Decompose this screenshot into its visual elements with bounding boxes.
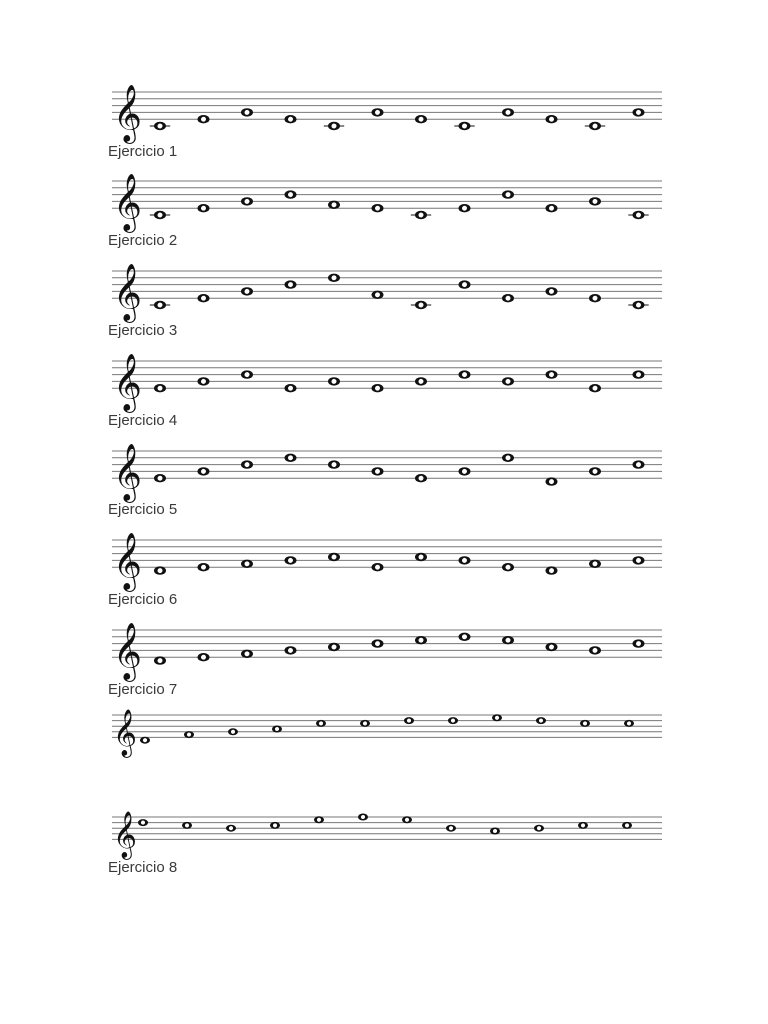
whole-note <box>633 556 645 564</box>
exercise-label: Ejercicio 2 <box>108 232 178 249</box>
whole-note <box>241 560 253 568</box>
whole-note <box>285 454 297 462</box>
whole-note <box>372 291 384 299</box>
whole-note <box>546 115 558 123</box>
whole-note <box>589 646 601 654</box>
whole-note <box>622 822 632 829</box>
whole-note <box>285 190 297 198</box>
whole-note <box>372 204 384 212</box>
whole-note <box>272 726 282 733</box>
whole-note <box>415 553 427 561</box>
whole-note <box>589 384 601 392</box>
whole-note <box>502 563 514 571</box>
whole-note <box>628 301 648 309</box>
whole-note <box>589 294 601 302</box>
whole-note <box>241 650 253 658</box>
whole-note <box>546 477 558 485</box>
whole-note <box>446 825 456 832</box>
exercise-label: Ejercicio 7 <box>108 681 178 698</box>
treble-clef-icon: 𝄞 <box>113 811 137 859</box>
whole-note <box>150 122 170 130</box>
whole-note <box>150 301 170 309</box>
treble-clef-icon: 𝄞 <box>113 84 142 142</box>
whole-note <box>154 566 166 574</box>
whole-note <box>285 115 297 123</box>
whole-note <box>241 370 253 378</box>
whole-note <box>411 301 431 309</box>
whole-note <box>459 204 471 212</box>
whole-note <box>372 467 384 475</box>
whole-note <box>534 825 544 832</box>
whole-note <box>546 566 558 574</box>
whole-note <box>328 643 340 651</box>
whole-note <box>154 656 166 664</box>
whole-note <box>578 822 588 829</box>
whole-note <box>241 108 253 116</box>
whole-note <box>324 122 344 130</box>
whole-note <box>198 653 210 661</box>
staff-system-8 <box>112 709 662 758</box>
whole-note <box>241 287 253 295</box>
whole-note <box>589 560 601 568</box>
whole-note <box>372 639 384 647</box>
whole-note <box>415 115 427 123</box>
whole-note <box>454 122 474 130</box>
whole-note <box>198 115 210 123</box>
whole-note <box>140 737 150 744</box>
whole-note <box>459 633 471 641</box>
whole-note <box>633 639 645 647</box>
whole-note <box>154 384 166 392</box>
whole-note <box>459 556 471 564</box>
staff-system-1 <box>112 85 662 144</box>
exercise-label: Ejercicio 8 <box>108 859 178 876</box>
whole-note <box>546 287 558 295</box>
whole-note <box>150 211 170 219</box>
whole-note <box>328 377 340 385</box>
treble-clef-icon: 𝄞 <box>113 353 142 411</box>
whole-note <box>633 370 645 378</box>
treble-clef-icon: 𝄞 <box>113 532 142 590</box>
whole-note <box>580 720 590 727</box>
whole-note <box>316 720 326 727</box>
treble-clef-icon: 𝄞 <box>113 443 142 501</box>
staff-system-9 <box>112 811 662 860</box>
whole-note <box>198 563 210 571</box>
whole-note <box>589 197 601 205</box>
staff-system-5 <box>112 444 662 503</box>
whole-note <box>536 717 546 724</box>
whole-note <box>184 731 194 738</box>
staff-system-3 <box>112 264 662 323</box>
whole-note <box>404 717 414 724</box>
whole-note <box>198 377 210 385</box>
whole-note <box>402 816 412 823</box>
whole-note <box>448 717 458 724</box>
whole-note <box>226 825 236 832</box>
whole-note <box>182 822 192 829</box>
whole-note <box>502 454 514 462</box>
whole-note <box>546 370 558 378</box>
whole-note <box>372 108 384 116</box>
whole-note <box>154 474 166 482</box>
whole-note <box>502 377 514 385</box>
whole-note <box>360 720 370 727</box>
whole-note <box>285 280 297 288</box>
whole-note <box>270 822 280 829</box>
whole-note <box>241 197 253 205</box>
whole-note <box>314 816 324 823</box>
whole-note <box>585 122 605 130</box>
whole-note <box>198 467 210 475</box>
whole-note <box>358 814 368 821</box>
whole-note <box>228 728 238 735</box>
whole-note <box>633 460 645 468</box>
whole-note <box>502 190 514 198</box>
whole-note <box>459 370 471 378</box>
exercise-label: Ejercicio 3 <box>108 322 178 339</box>
exercise-label: Ejercicio 5 <box>108 501 178 518</box>
whole-note <box>546 204 558 212</box>
whole-note <box>372 384 384 392</box>
whole-note <box>415 474 427 482</box>
whole-note <box>502 294 514 302</box>
whole-note <box>633 108 645 116</box>
whole-note <box>546 643 558 651</box>
whole-note <box>285 556 297 564</box>
whole-note <box>589 467 601 475</box>
staff-system-6 <box>112 533 662 592</box>
whole-note <box>490 828 500 835</box>
exercise-label: Ejercicio 6 <box>108 591 178 608</box>
whole-note <box>198 294 210 302</box>
whole-note <box>328 201 340 209</box>
whole-note <box>372 563 384 571</box>
staff-system-2 <box>112 174 662 233</box>
whole-note <box>241 460 253 468</box>
treble-clef-icon: 𝄞 <box>113 709 137 757</box>
staff-system-4 <box>112 354 662 413</box>
treble-clef-icon: 𝄞 <box>113 263 142 321</box>
whole-note <box>328 274 340 282</box>
treble-clef-icon: 𝄞 <box>113 622 142 680</box>
whole-note <box>624 720 634 727</box>
whole-note <box>285 646 297 654</box>
whole-note <box>502 636 514 644</box>
whole-note <box>492 714 502 721</box>
whole-note <box>628 211 648 219</box>
exercise-label: Ejercicio 1 <box>108 143 178 160</box>
whole-note <box>411 211 431 219</box>
treble-clef-icon: 𝄞 <box>113 173 142 231</box>
whole-note <box>328 460 340 468</box>
whole-note <box>198 204 210 212</box>
whole-note <box>285 384 297 392</box>
whole-note <box>138 819 148 826</box>
exercise-label: Ejercicio 4 <box>108 412 178 429</box>
whole-note <box>415 377 427 385</box>
staff-system-7 <box>112 623 662 682</box>
whole-note <box>502 108 514 116</box>
whole-note <box>415 636 427 644</box>
whole-note <box>328 553 340 561</box>
whole-note <box>459 467 471 475</box>
whole-note <box>459 280 471 288</box>
